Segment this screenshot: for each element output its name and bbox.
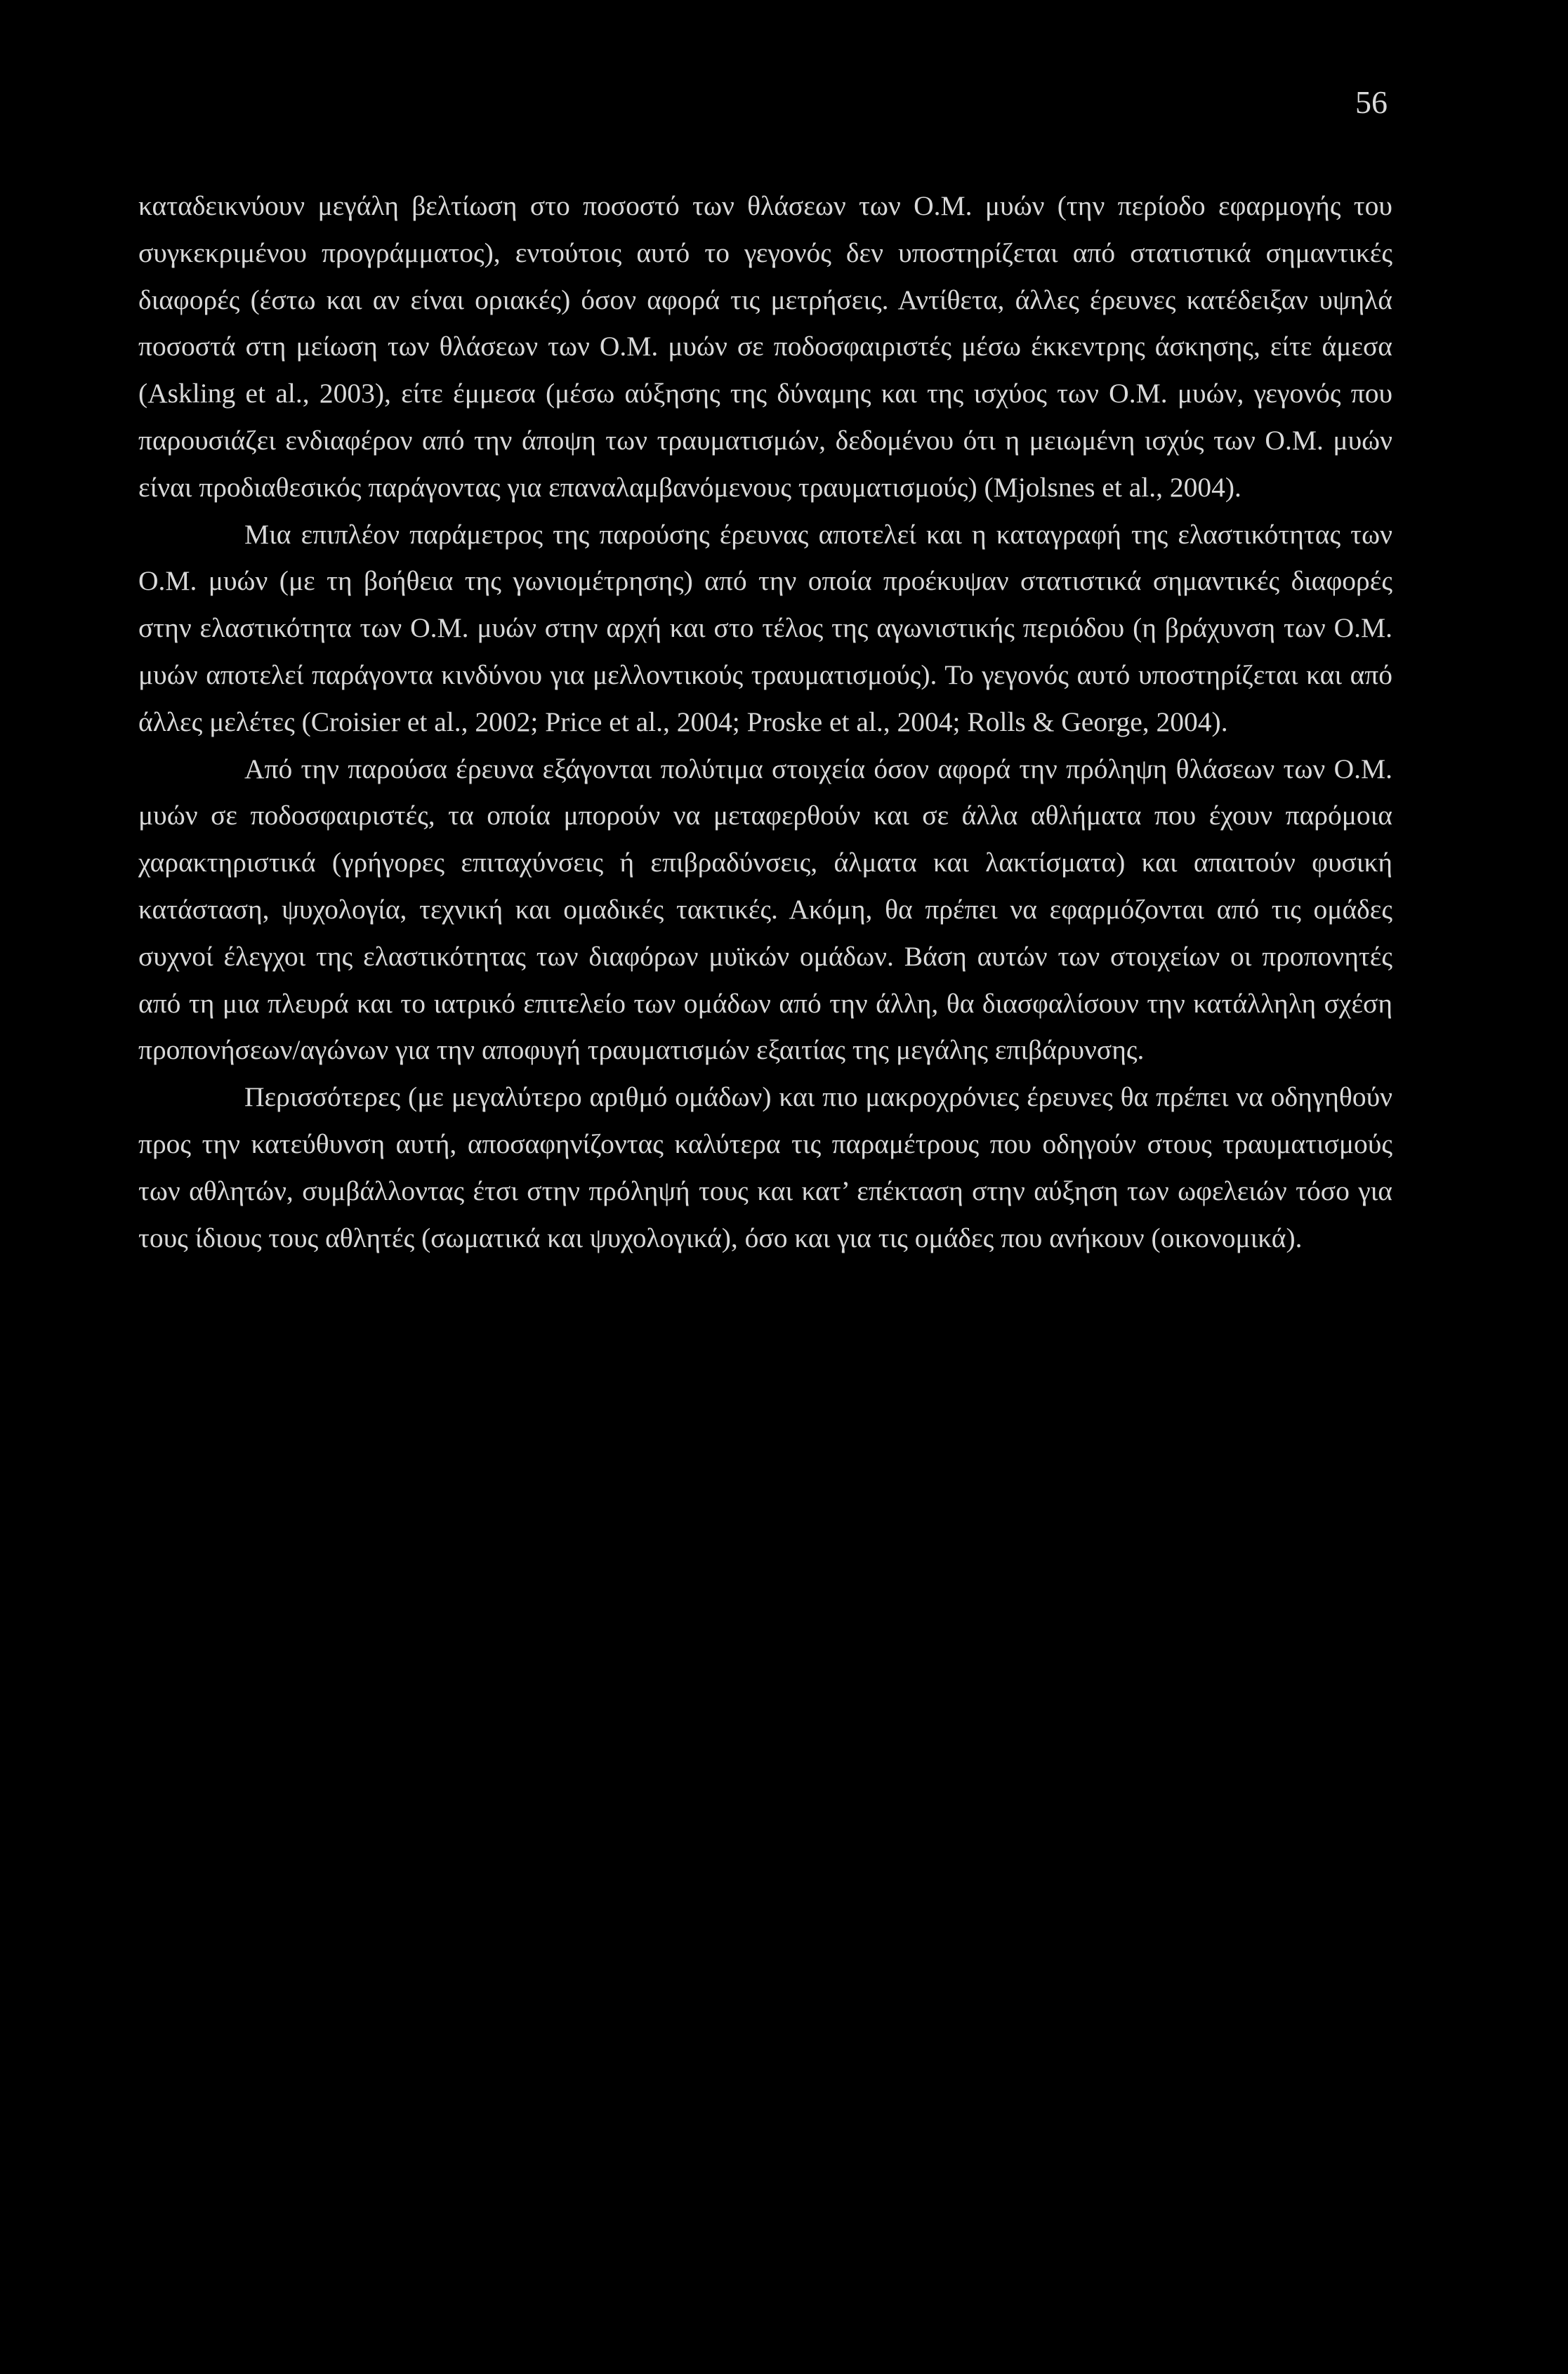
paragraph-4: Περισσότερες (με μεγαλύτερο αριθμό ομάδων) και πιο μακροχρόνιες έρευνες θα πρέπει να οδηγηθούν προς την κατεύθυνση αυτή, αποσαφηνίζοντας καλύτερα τις παραμέτρους που οδηγούν στους τραυματισμούς των αθλητών, συμβάλλοντας έτσι στην πρόληψή τους και κατ’ επέκταση στην αύξηση των ωφελειών τόσο για τους ίδιους τους αθλητές (σωματικά και ψυχολογικά), όσο και για τις ομάδες που ανήκουν (οικονομικά). — [138, 1081, 1392, 1253]
page-number: 56 — [1355, 84, 1388, 120]
paragraph-1: καταδεικνύουν μεγάλη βελτίωση στο ποσοστό των θλάσεων των Ο.Μ. μυών (την περίοδο εφαρμογής του συγκεκριμένου προγράμματος), εντούτοις αυτό το γεγονός δεν υποστηρίζεται από στατιστικά σημαντικές διαφορές (έστω και αν είναι οριακές) όσον αφορά τις μετρήσεις. Αντίθετα, άλλες έρευνες κατέδειξαν υψηλά ποσοστά στη μείωση των θλάσεων των Ο.Μ. μυών σε ποδοσφαιριστές μέσω έκκεντρης άσκησης, είτε άμεσα (Askling et al., 2003), είτε έμμεσα (μέσω αύξησης της δύναμης και της ισχύος των Ο.Μ. μυών, γεγονός που παρουσιάζει ενδιαφέρον από την άποψη των τραυματισμών, δεδομένου ότι η μειωμένη ισχύς των Ο.Μ. μυών είναι προδιαθεσικός παράγοντας για επαναλαμβανόμενους τραυματισμούς) (Mjolsnes et al., 2004). — [138, 190, 1392, 503]
paragraph-3: Από την παρούσα έρευνα εξάγονται πολύτιμα στοιχεία όσον αφορά την πρόληψη θλάσεων των Ο.Μ. μυών σε ποδοσφαιριστές, τα οποία μπορούν να μεταφερθούν και σε άλλα αθλήματα που έχουν παρόμοια χαρακτηριστικά (γρήγορες επιταχύνσεις ή επιβραδύνσεις, άλματα και λακτίσματα) και απαιτούν φυσική κατάσταση, ψυχολογία, τεχνική και ομαδικές τακτικές. Ακόμη, θα πρέπει να εφαρμόζονται από τις ομάδες συχνοί έλεγχοι της ελαστικότητας των διαφόρων μυϊκών ομάδων. Βάση αυτών των στοιχείων οι προπονητές από τη μια πλευρά και το ιατρικό επιτελείο των ομάδων από την άλλη, θα διασφαλίσουν την κατάλληλη σχέση προπονήσεων/αγώνων για την αποφυγή τραυματισμών εξαιτίας της μεγάλης επιβάρυνσης. — [138, 753, 1392, 1066]
body-text — [138, 183, 1392, 1261]
paragraph-2: Μια επιπλέον παράμετρος της παρούσης έρευνας αποτελεί και η καταγραφή της ελαστικότητας των Ο.Μ. μυών (με τη βοήθεια της γωνιομέτρησης) από την οποία προέκυψαν στατιστικά σημαντικές διαφορές στην ελαστικότητα των Ο.Μ. μυών στην αρχή και στο τέλος της αγωνιστικής περιόδου (η βράχυνση των Ο.Μ. μυών αποτελεί παράγοντα κινδύνου για μελλοντικούς τραυματισμούς). Το γεγονός αυτό υποστηρίζεται και από άλλες μελέτες (Croisier et al., 2002; Price et al., 2004; Proske et al., 2004; Rolls & George, 2004). — [138, 518, 1392, 737]
